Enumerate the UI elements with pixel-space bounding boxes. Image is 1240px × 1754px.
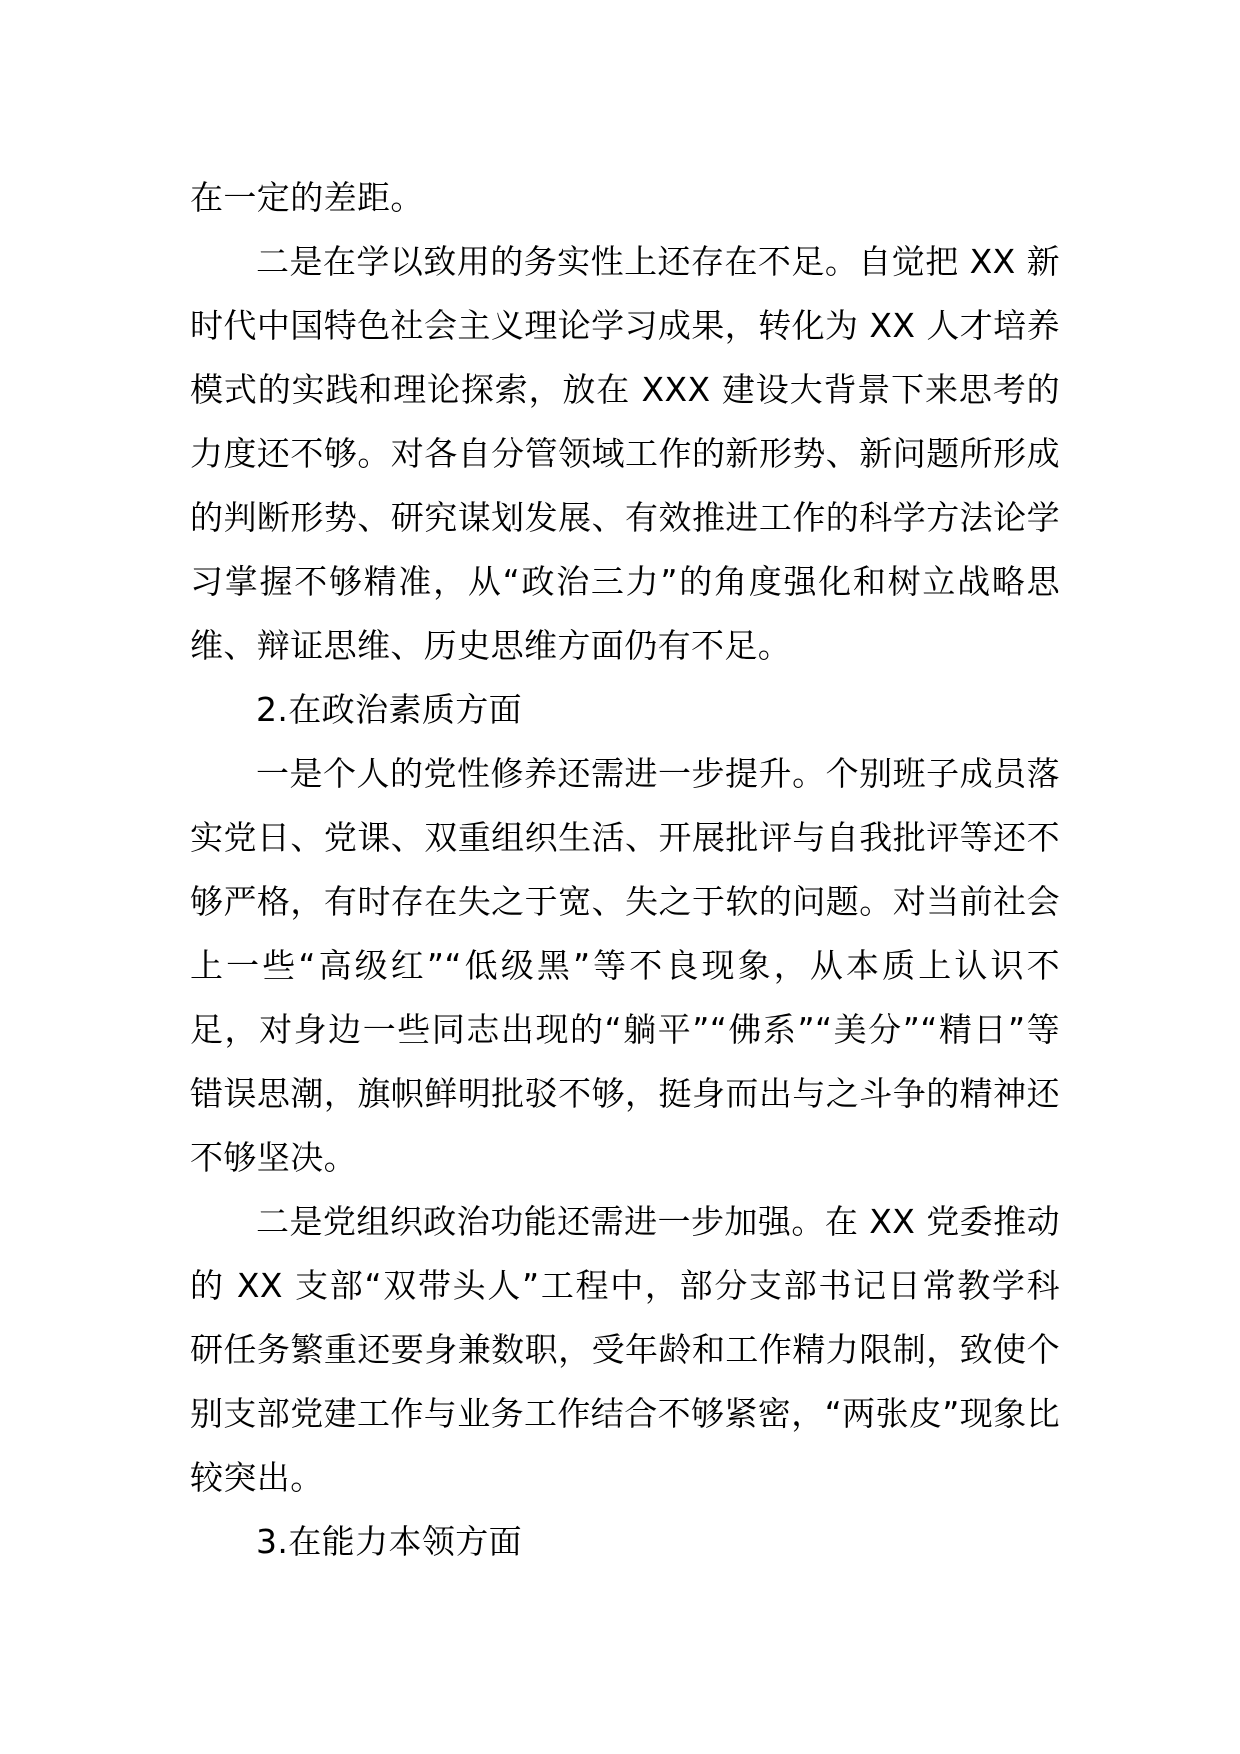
paragraph-practicality-shortfall: 二是在学以致用的务实性上还存在不足。自觉把 XX 新时代中国特色社会主义理论学习成果，转化为 XX 人才培养模式的实践和理论探索，放在 XXX 建设大背景下来思考的力度还不够。对各自分管领域工作的新形势、新问题所形成的判断形势、研究谋划发展、有效推进工作的科学方法论学习掌握不够精准，从“政治三力”的角度强化和树立战略思维、辩证思维、历史思维方面仍有不足。 [190,242,1060,665]
paragraph-party-cultivation: 一是个人的党性修养还需进一步提升。个别班子成员落实党日、党课、双重组织生活、开展批评与自我批评等还不够严格，有时存在失之于宽、失之于软的问题。对当前社会上一些“高级红”“低级黑”等不良现象，从本质上认识不足，对身边一些同志出现的“躺平”“佛系”“美分”“精日”等错误思潮，旗帜鲜明批驳不够，挺身而出与之斗争的精神还不够坚决。 [190,754,1060,1177]
paragraph-party-organization: 二是党组织政治功能还需进一步加强。在 XX 党委推动的 XX 支部“双带头人”工程中，部分支部书记日常教学科研任务繁重还要身兼数职，受年龄和工作精力限制，致使个别支部党建工作与业务工作结合不够紧密，“两张皮”现象比较突出。 [190,1202,1060,1497]
section-heading-ability: 3.在能力本领方面 [256,1522,523,1561]
paragraph-continuation: 在一定的差距。 [190,178,424,217]
section-heading-political-quality: 2.在政治素质方面 [256,690,523,729]
document-body [190,166,1060,1574]
